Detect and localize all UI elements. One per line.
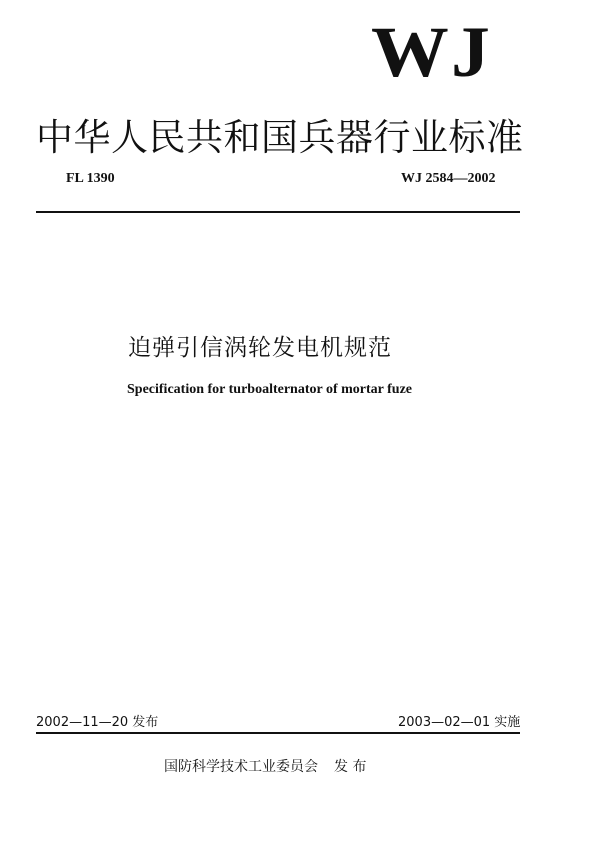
header-divider — [36, 211, 520, 213]
issuer-name: 国防科学技术工业委员会 — [164, 759, 318, 775]
document-title-english: Specification for turboalternator of mortar fuze — [127, 382, 412, 397]
standard-category-title: 中华人民共和国兵器行业标准 — [36, 116, 524, 159]
issuer-action: 发 布 — [334, 759, 367, 775]
footer-divider — [36, 732, 520, 734]
document-title-chinese: 迫弹引信涡轮发电机规范 — [128, 335, 392, 361]
issuer-line — [164, 756, 366, 776]
standard-number: WJ 2584—2002 — [401, 171, 496, 186]
implementation-date: 2003—02—01 实施 — [398, 715, 521, 730]
classification-code: FL 1390 — [66, 171, 115, 186]
issue-date: 2002—11—20 发布 — [36, 715, 159, 730]
wj-logo: WJ — [371, 12, 492, 92]
